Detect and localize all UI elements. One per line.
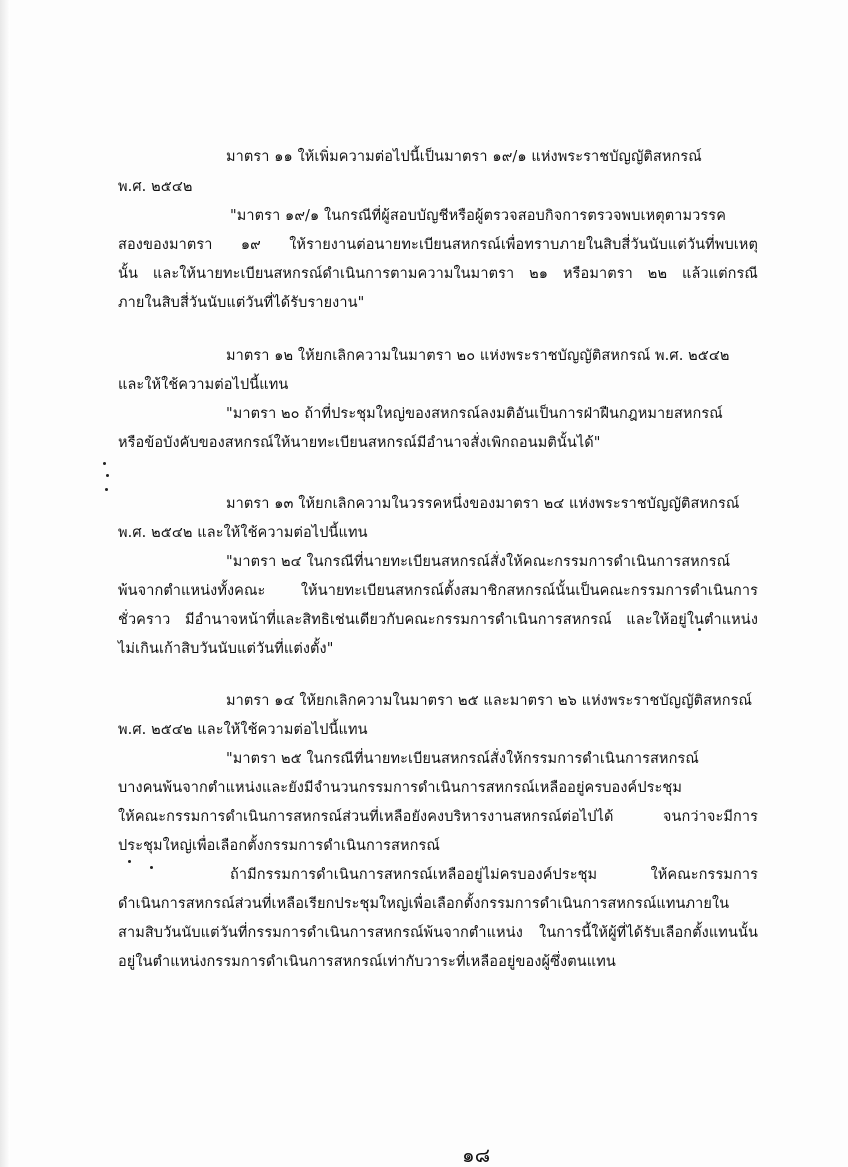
section-25-para2-line-3: สามสิบวันนับแต่วันที่กรรมการดำเนินการสหกรณ์พ้นจากตำแหน่ง ในการนี้ให้ผู้ที่ได้รับเลือกตั้งแทนนั้น bbox=[118, 925, 758, 941]
section-12-heading: มาตรา ๑๒ ให้ยกเลิกความในมาตรา ๒๐ แห่งพระราชบัญญัติสหกรณ์ พ.ศ. ๒๕๔๒ bbox=[226, 348, 730, 364]
section-24-line-3: ชั่วคราว มีอำนาจหน้าที่และสิทธิเช่นเดียวกับคณะกรรมการดำเนินการสหกรณ์ และให้อยู่ในตำแหน่ง bbox=[118, 612, 758, 628]
scan-speck bbox=[105, 488, 108, 491]
section-20-line-2: หรือข้อบังคับของสหกรณ์ให้นายทะเบียนสหกรณ์มีอำนาจสั่งเพิกถอนมตินั้นได้" bbox=[118, 435, 601, 451]
section-20-line-1: "มาตรา ๒๐ ถ้าที่ประชุมใหญ่ของสหกรณ์ลงมติอันเป็นการฝ่าฝืนกฎหมายสหกรณ์ bbox=[226, 406, 723, 422]
section-24-line-2: พ้นจากตำแหน่งทั้งคณะ ให้นายทะเบียนสหกรณ์ตั้งสมาชิกสหกรณ์นั้นเป็นคณะกรรมการดำเนินการ bbox=[118, 583, 758, 599]
section-11-year: พ.ศ. ๒๕๔๒ bbox=[118, 179, 193, 195]
section-24-line-4: ไม่เกินเก้าสิบวันนับแต่วันที่แต่งตั้ง" bbox=[118, 641, 334, 657]
section-13-heading: มาตรา ๑๓ ให้ยกเลิกความในวรรคหนึ่งของมาตรา ๒๔ แห่งพระราชบัญญัติสหกรณ์ bbox=[226, 496, 740, 512]
section-24-line-1: "มาตรา ๒๔ ในกรณีที่นายทะเบียนสหกรณ์สั่งให้คณะกรรมการดำเนินการสหกรณ์ bbox=[226, 554, 731, 570]
section-13-year: พ.ศ. ๒๕๔๒ และให้ใช้ความต่อไปนี้แทน bbox=[118, 525, 368, 541]
section-19-1-line-2: สองของมาตรา ๑๙ ให้รายงานต่อนายทะเบียนสหกรณ์เพื่อทราบภายในสิบสี่วันนับแต่วันที่พบเหตุ bbox=[118, 237, 758, 253]
section-19-1-line-4: ภายในสิบสี่วันนับแต่วันที่ได้รับรายงาน" bbox=[118, 295, 365, 311]
scan-edge-shadow bbox=[0, 0, 10, 1167]
section-25-line-3: ให้คณะกรรมการดำเนินการสหกรณ์ส่วนที่เหลือยังคงบริหารงานสหกรณ์ต่อไปได้ จนกว่าจะมีการ bbox=[118, 809, 758, 825]
scan-speck bbox=[128, 860, 131, 863]
scan-speck bbox=[106, 474, 109, 477]
scan-speck bbox=[698, 628, 701, 631]
section-25-line-1: "มาตรา ๒๕ ในกรณีที่นายทะเบียนสหกรณ์สั่งให้กรรมการดำเนินการสหกรณ์ bbox=[226, 751, 699, 767]
scan-speck bbox=[150, 866, 153, 869]
section-12-replace: และให้ใช้ความต่อไปนี้แทน bbox=[118, 377, 289, 393]
page-number: ๑๘ bbox=[462, 1143, 491, 1167]
section-14-heading: มาตรา ๑๔ ให้ยกเลิกความในมาตรา ๒๕ และมาตรา ๒๖ แห่งพระราชบัญญัติสหกรณ์ bbox=[226, 693, 753, 709]
section-19-1-line-1: "มาตรา ๑๙/๑ ในกรณีที่ผู้สอบบัญชีหรือผู้ตรวจสอบกิจการตรวจพบเหตุตามวรรค bbox=[230, 208, 726, 224]
section-25-para2-line-1: ถ้ามีกรรมการดำเนินการสหกรณ์เหลืออยู่ไม่ครบองค์ประชุม ให้คณะกรรมการ bbox=[230, 867, 758, 883]
section-14-year: พ.ศ. ๒๕๔๒ และให้ใช้ความต่อไปนี้แทน bbox=[118, 722, 368, 738]
section-19-1-line-3: นั้น และให้นายทะเบียนสหกรณ์ดำเนินการตามความในมาตรา ๒๑ หรือมาตรา ๒๒ แล้วแต่กรณี bbox=[118, 266, 758, 282]
section-25-line-2: บางคนพ้นจากตำแหน่งและยังมีจำนวนกรรมการดำเนินการสหกรณ์เหลืออยู่ครบองค์ประชุม bbox=[118, 780, 683, 796]
section-25-para2-line-2: ดำเนินการสหกรณ์ส่วนที่เหลือเรียกประชุมใหญ่เพื่อเลือกตั้งกรรมการดำเนินการสหกรณ์แทนภายใน bbox=[118, 896, 730, 912]
section-11-heading: มาตรา ๑๑ ให้เพิ่มความต่อไปนี้เป็นมาตรา ๑๙/๑ แห่งพระราชบัญญัติสหกรณ์ bbox=[226, 149, 702, 165]
scan-speck bbox=[103, 462, 106, 465]
section-25-para2-line-4: อยู่ในตำแหน่งกรรมการดำเนินการสหกรณ์เท่ากับวาระที่เหลืออยู่ของผู้ซึ่งตนแทน bbox=[118, 954, 616, 970]
section-25-line-4: ประชุมใหญ่เพื่อเลือกตั้งกรรมการดำเนินการสหกรณ์ bbox=[118, 838, 440, 854]
